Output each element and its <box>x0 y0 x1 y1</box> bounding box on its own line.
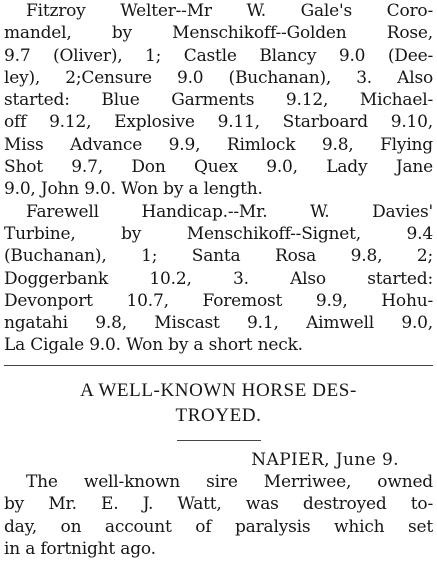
text-line: off 9.12, Explosive 9.11, Starboard 9.10, <box>4 112 433 133</box>
text-line: Fitzroy Welter--Mr W. Gale's Coro- <box>26 1 433 21</box>
text-line: Doggerbank 10.2, 3. Also started: <box>4 268 433 289</box>
text-line: La Cigale 9.0. Won by a short neck. <box>4 335 303 356</box>
text-line: (Buchanan), 1; Santa Rosa 9.8, 2; <box>4 246 433 267</box>
headline-divider <box>177 440 261 441</box>
text-line: Farewell Handicap.--Mr. W. Davies' <box>26 201 433 222</box>
article-headline: A WELL-KNOWN HORSE DES- <box>80 379 357 401</box>
text-line: started: Blue Garments 9.12, Michael- <box>4 90 433 111</box>
racing-results-article <box>4 0 433 357</box>
text-line: ley), 2;Censure 9.0 (Buchanan), 3. Also <box>4 67 433 88</box>
dateline <box>4 449 433 471</box>
text-line: mandel, by Menschikoff--Golden Rose, <box>4 23 433 44</box>
column-divider <box>4 365 433 366</box>
text-line: Turbine, by Menschikoff--Signet, 9.4 <box>4 223 433 244</box>
text-line: Shot 9.7, Don Quex 9.0, Lady Jane <box>4 157 433 178</box>
text-line: The well-known sire Merriwee, owned <box>26 472 433 493</box>
horse-destroyed-article <box>4 378 433 560</box>
text-line: Devonport 10.7, Foremost 9.9, Hohu- <box>4 290 433 311</box>
dateline-text: NAPIER, June 9. <box>251 449 399 470</box>
text-line: day, on account of paralysis which set <box>4 516 433 537</box>
text-line: ngatahi 9.8, Miscast 9.1, Aimwell 9.0, <box>4 313 433 334</box>
text-line: in a fortnight ago. <box>4 538 156 559</box>
text-line: 9.7 (Oliver), 1; Castle Blancy 9.0 (Dee- <box>4 45 433 66</box>
text-line: 9.0, John 9.0. Won by a length. <box>4 179 263 200</box>
text-line: by Mr. E. J. Watt, was destroyed to- <box>4 494 433 515</box>
text-line: Miss Advance 9.9, Rimlock 9.8, Flying <box>4 134 433 155</box>
article-headline: TROYED. <box>175 404 262 426</box>
